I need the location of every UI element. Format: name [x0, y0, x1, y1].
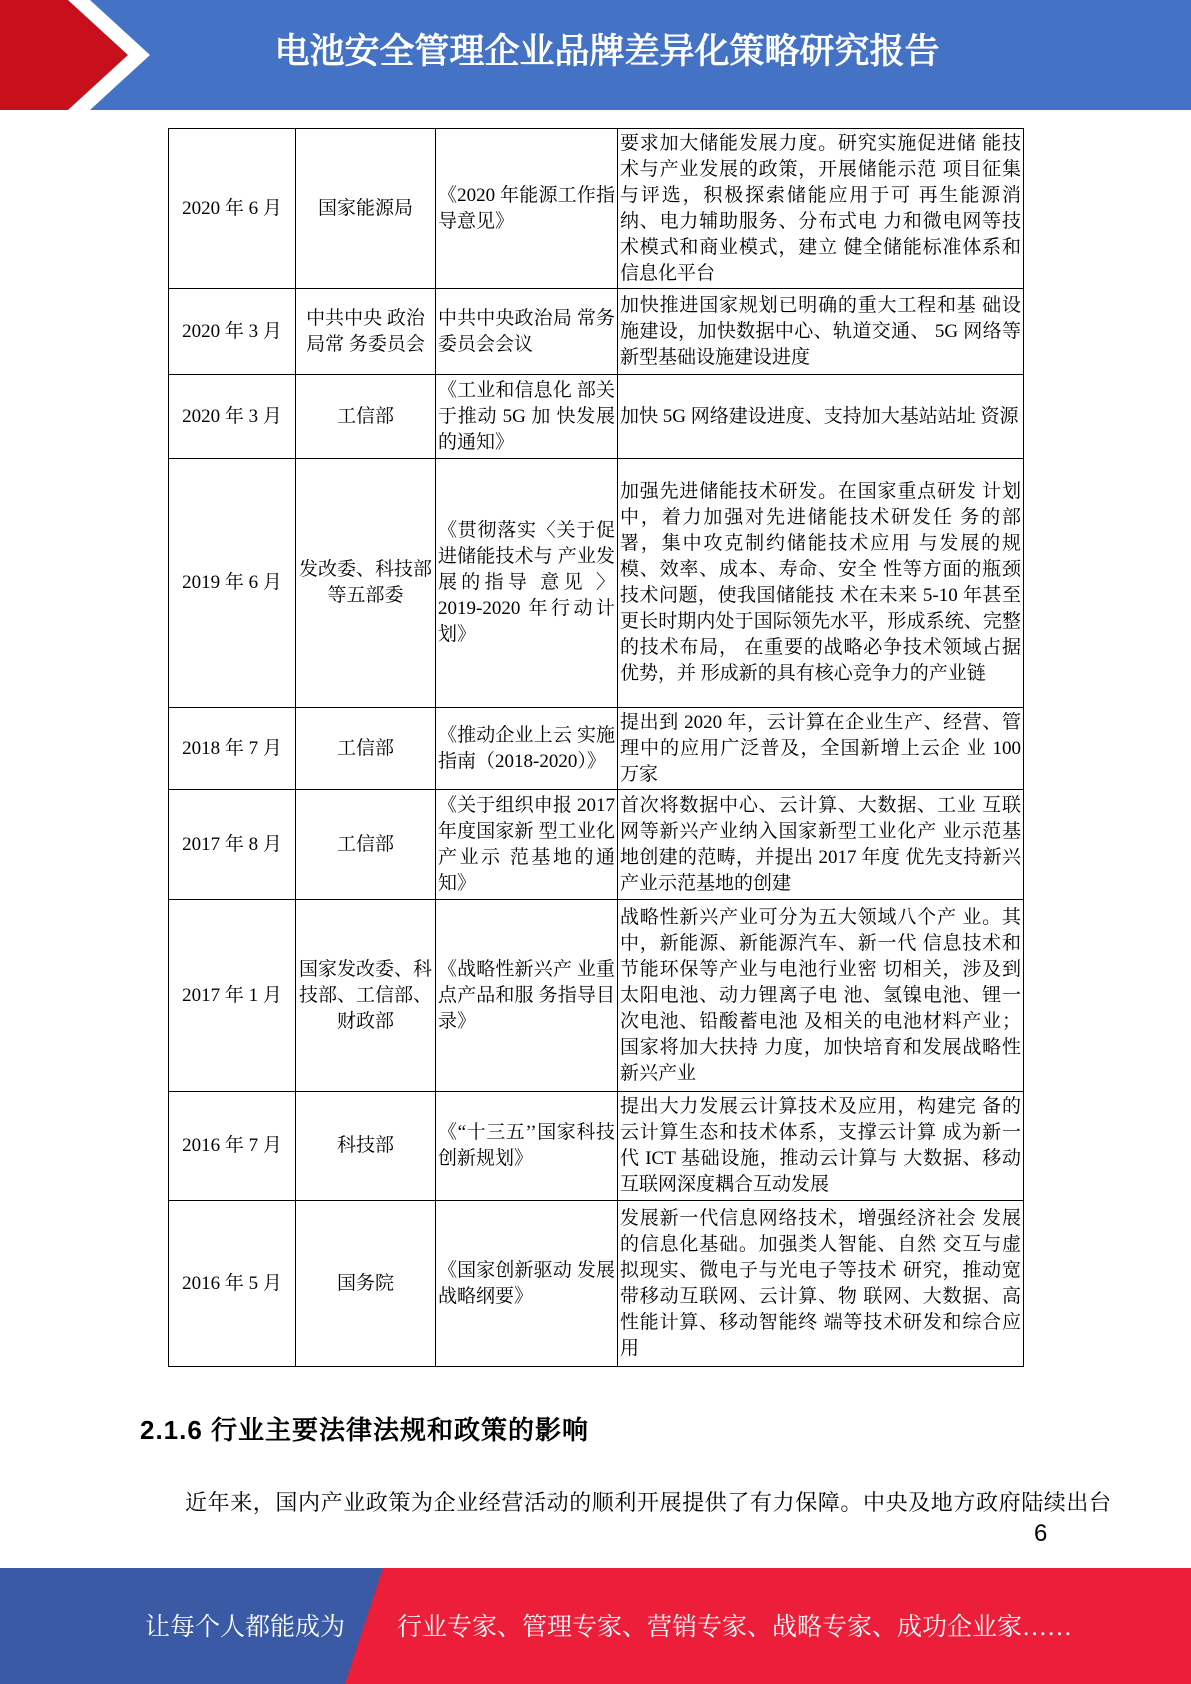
- content-cell: 发展新一代信息网络技术，增强经济社会 发展的信息化基础。加强类人智能、自然 交互与虚拟现实、微电子与光电子等技术 研究，推动宽带移动互联网、云计算、物 联网、大数据、高性能计算、移动智能终 端等技术研发和综合应用: [618, 1201, 1024, 1367]
- section-paragraph: 近年来，国内产业政策为企业经营活动的顺利开展提供了有力保障。中央及地方政府陆续出台: [185, 1490, 1112, 1515]
- content-cell: 加强先进储能技术研发。在国家重点研发 计划中，着力加强对先进储能技术研发任 务的部署，集中攻克制约储能技术应用 与发展的规模、效率、成本、寿命、安全 性等方面的瓶颈技术问题，使我国储能技 术在未来 5-10 年甚至更长时期内处于国际领先水平，形成系统、完整的技术布局， 在重要的战略必争技术领域占据优势，并 形成新的具有核心竞争力的产业链: [618, 459, 1024, 708]
- content-cell: 提出到 2020 年，云计算在企业生产、经营、管理中的应用广泛普及，全国新增上云企 业 100 万家: [618, 708, 1024, 790]
- content-cell: 首次将数据中心、云计算、大数据、工业 互联网等新兴产业纳入国家新型工业化产 业示范基地创建的范畴，并提出 2017 年度 优先支持新兴产业示范基地的创建: [618, 790, 1024, 900]
- table-row: [169, 790, 1024, 900]
- policy-table: [168, 128, 1024, 1367]
- agency-cell: 工信部: [296, 708, 436, 790]
- date-cell: 2016 年 7 月: [169, 1092, 296, 1201]
- document-cell: 中共中央政治局 常务委员会会议: [436, 289, 618, 375]
- content-cell: 要求加大储能发展力度。研究实施促进储 能技术与产业发展的政策，开展储能示范 项目征集与评选，积极探索储能应用于可 再生能源消纳、电力辅助服务、分布式电 力和微电网等技术模式和商业模式，建立 健全储能标准体系和信息化平台: [618, 129, 1024, 289]
- document-cell: 《推动企业上云 实施指南（2018-2020）》: [436, 708, 618, 790]
- document-cell: 《战略性新兴产 业重点产品和服 务指导目录》: [436, 900, 618, 1092]
- agency-cell: 科技部: [296, 1092, 436, 1201]
- report-header: [0, 0, 1191, 110]
- date-cell: 2018 年 7 月: [169, 708, 296, 790]
- date-cell: 2019 年 6 月: [169, 459, 296, 708]
- document-cell: 《贯彻落实〈关于促进储能技术与 产业发展的指导 意见 〉2019-2020 年行动计划》: [436, 459, 618, 708]
- content-cell: 加快推进国家规划已明确的重大工程和基 础设施建设，加快数据中心、轨道交通、 5G 网络等新型基础设施建设进度: [618, 289, 1024, 375]
- document-cell: 《工业和信息化 部关于推动 5G 加 快发展的通知》: [436, 375, 618, 459]
- agency-cell: 国家发改委、科技部、工信部、财政部: [296, 900, 436, 1092]
- date-cell: 2016 年 5 月: [169, 1201, 296, 1367]
- footer-slogan-right: 行业专家、管理专家、营销专家、战略专家、成功企业家……: [397, 1614, 1073, 1641]
- agency-cell: 国家能源局: [296, 129, 436, 289]
- document-cell: 《“十三五’’国家科技创新规划》: [436, 1092, 618, 1201]
- content-cell: 提出大力发展云计算技术及应用，构建完 备的云计算生态和技术体系，支撑云计算 成为新一代 ICT 基础设施，推动云计算与 大数据、移动互联网深度耦合互动发展: [618, 1092, 1024, 1201]
- date-cell: 2017 年 1 月: [169, 900, 296, 1092]
- header-chevron-red: [0, 0, 128, 110]
- date-cell: 2017 年 8 月: [169, 790, 296, 900]
- agency-cell: 工信部: [296, 375, 436, 459]
- footer-slogan-left: 让每个人都能成为: [145, 1614, 346, 1641]
- agency-cell: 中共中央 政治局常 务委员会: [296, 289, 436, 375]
- header-chevron-arrow-icon: [0, 0, 160, 110]
- agency-cell: 工信部: [296, 790, 436, 900]
- table-row: [169, 1092, 1024, 1201]
- page-number: 6: [1034, 1520, 1048, 1547]
- page-footer: [0, 1568, 1191, 1684]
- content-cell: 加快 5G 网络建设进度、支持加大基站站址 资源: [618, 375, 1024, 459]
- document-cell: 《2020 年能源工作指导意见》: [436, 129, 618, 289]
- agency-cell: 国务院: [296, 1201, 436, 1367]
- table-row: [169, 708, 1024, 790]
- table-row: [169, 900, 1024, 1092]
- table-row: [169, 1201, 1024, 1367]
- date-cell: 2020 年 3 月: [169, 289, 296, 375]
- date-cell: 2020 年 6 月: [169, 129, 296, 289]
- date-cell: 2020 年 3 月: [169, 375, 296, 459]
- report-title: 电池安全管理企业品牌差异化策略研究报告: [274, 32, 940, 71]
- document-cell: 《关于组织申报 2017 年度国家新 型工业化产业示 范基地的通知》: [436, 790, 618, 900]
- section-heading: 2.1.6 行业主要法律法规和政策的影响: [140, 1415, 590, 1445]
- table-row: [169, 375, 1024, 459]
- content-cell: 战略性新兴产业可分为五大领域八个产 业。其中，新能源、新能源汽车、新一代 信息技术和节能环保等产业与电池行业密 切相关，涉及到太阳电池、动力锂离子电 池、氢镍电池、锂一次电池、铅酸蓄电池 及相关的电池材料产业；国家将加大扶持 力度，加快培育和发展战略性新兴产业: [618, 900, 1024, 1092]
- table-row: [169, 289, 1024, 375]
- table-row: [169, 129, 1024, 289]
- document-cell: 《国家创新驱动 发展战略纲要》: [436, 1201, 618, 1367]
- agency-cell: 发改委、科技部等五部委: [296, 459, 436, 708]
- table-row: [169, 459, 1024, 708]
